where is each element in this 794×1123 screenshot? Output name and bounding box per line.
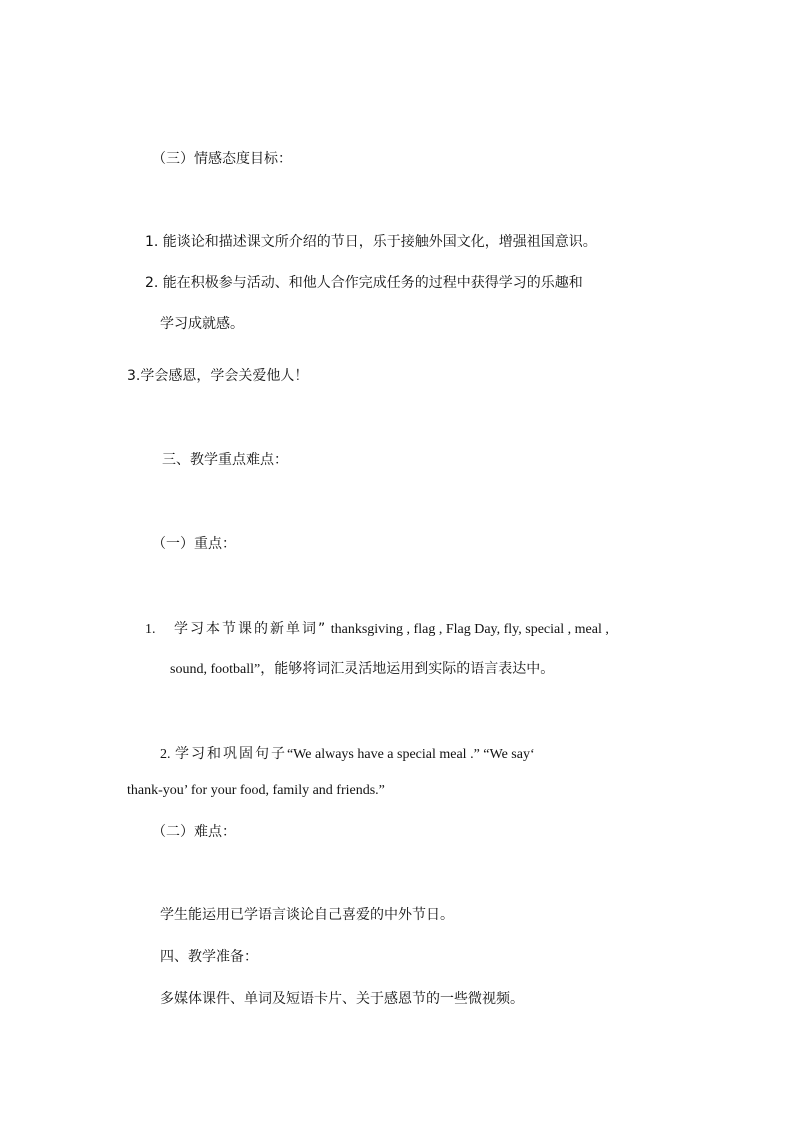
affective-goal-item-2: 2. 能在积极参与活动、和他人合作完成任务的过程中获得学习的乐趣和 (145, 275, 583, 291)
subheading-difficult-points: （二）难点： (152, 824, 236, 840)
key-point-item-2-number: 2. (160, 747, 171, 762)
difficult-point-item: 学生能运用已学语言谈论自己喜爱的中外节日。 (160, 907, 454, 923)
affective-goal-item-3: 3.学会感恩，学会关爱他人！ (127, 368, 309, 384)
key-point-item-1-description: ，能够将词汇灵活地运用到实际的语言表达中。 (260, 661, 555, 677)
key-point-item-1-chinese-text: 学习本节课的新单词” (173, 621, 328, 637)
section-heading-key-points: 三、教学重点难点： (162, 452, 288, 468)
section-heading-preparation: 四、教学准备： (160, 949, 258, 965)
subheading-key-points: （一）重点： (152, 536, 236, 552)
key-point-item-1-line-2 (170, 660, 554, 679)
key-point-item-2-chinese-text: 学习和巩固句子 (174, 746, 287, 762)
key-point-item-1-number: 1. (145, 622, 156, 637)
affective-goal-item-1: 1. 能谈论和描述课文所介绍的节日，乐于接触外国文化，增强祖国意识。 (145, 234, 597, 250)
key-point-item-1-vocabulary-list: thanksgiving , flag , Flag Day, fly, special , meal , (327, 622, 609, 637)
key-point-item-2-line-2: thank-you’ for your food, family and friends.” (127, 783, 385, 798)
key-point-item-2-line-1 (160, 745, 535, 764)
preparation-item: 多媒体课件、单词及短语卡片、关于感恩节的一些微视频。 (160, 991, 524, 1007)
key-point-item-1-line-1 (145, 620, 609, 639)
affective-goal-item-2-continuation: 学习成就感。 (160, 316, 244, 332)
key-point-item-2-sentences: “We always have a special meal .” “We say‘ (286, 747, 535, 762)
key-point-item-1-vocabulary-end: sound, football” (170, 662, 261, 677)
section-heading-affective-goals: （三）情感态度目标： (152, 151, 292, 167)
